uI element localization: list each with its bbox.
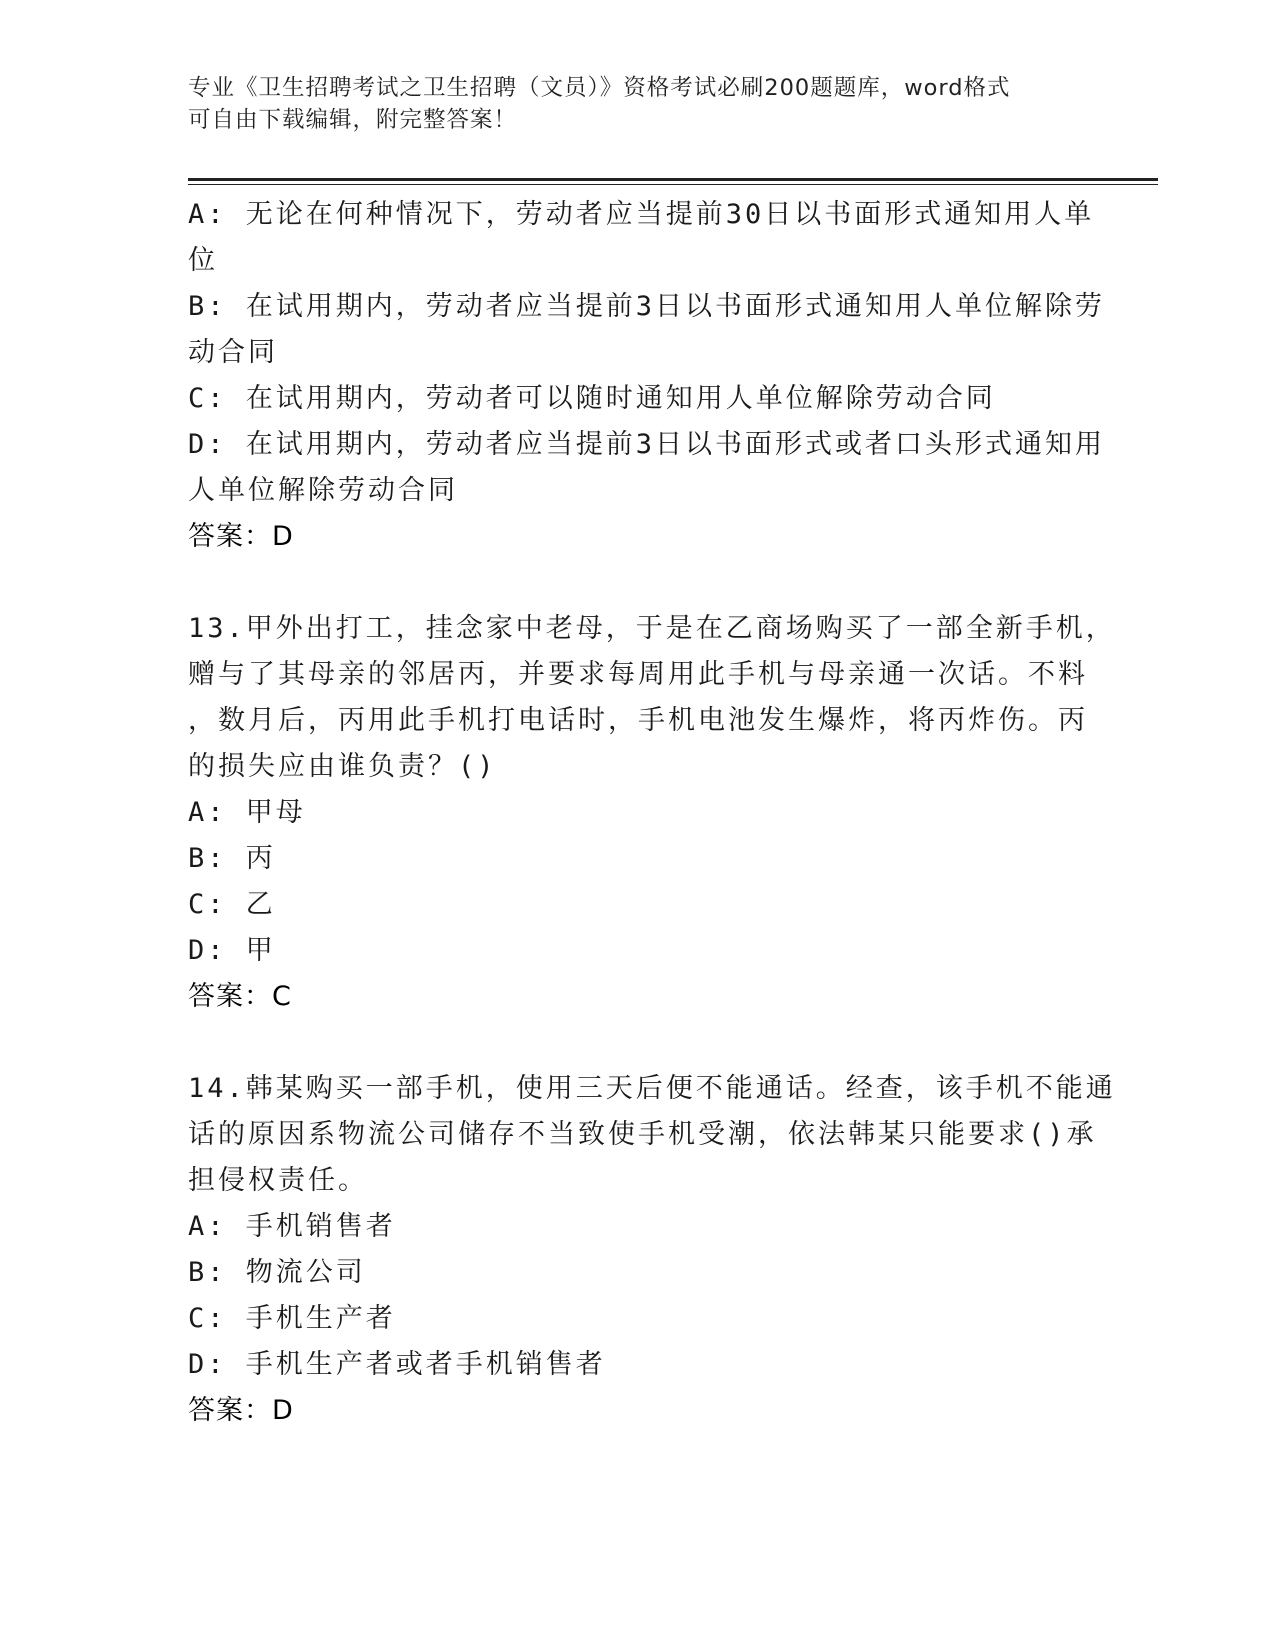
header-rule-thin <box>188 184 1158 185</box>
question-14-line-1: 14.韩某购买一部手机，使用三天后便不能通话。经查，该手机不能通 <box>188 1073 1116 1104</box>
question-13-line-4: 的损失应由谁负责？() <box>188 751 497 782</box>
option-b: B: 丙 <box>188 843 276 874</box>
answer-14: 答案：D <box>188 1395 294 1426</box>
option-b-line-2: 动合同 <box>188 337 278 368</box>
header-rule-thick <box>188 178 1158 181</box>
question-14-line-2: 话的原因系物流公司储存不当致使手机受潮，依法韩某只能要求()承 <box>188 1119 1097 1150</box>
option-d-line-1: D: 在试用期内，劳动者应当提前3日以书面形式或者口头形式通知用 <box>188 429 1106 460</box>
question-13 <box>188 606 1116 1020</box>
option-c: C: 乙 <box>188 889 276 920</box>
option-d: D: 手机生产者或者手机销售者 <box>188 1349 606 1380</box>
question-12-options <box>188 192 1106 560</box>
option-d: D: 甲 <box>188 935 276 966</box>
option-a-line-1: A: 无论在何种情况下，劳动者应当提前30日以书面形式通知用人单 <box>188 199 1095 230</box>
header-line-2: 可自由下载编辑，附完整答案！ <box>188 107 518 133</box>
document-body <box>188 192 1116 1434</box>
option-c-line-1: C: 在试用期内，劳动者可以随时通知用人单位解除劳动合同 <box>188 383 996 414</box>
option-d-line-2: 人单位解除劳动合同 <box>188 475 458 506</box>
option-a-line-2: 位 <box>188 245 218 276</box>
question-13-line-2: 赠与了其母亲的邻居丙，并要求每周用此手机与母亲通一次话。不料 <box>188 659 1088 690</box>
answer-12: 答案：D <box>188 521 294 552</box>
answer-13: 答案：C <box>188 981 292 1012</box>
spacer <box>188 560 1078 606</box>
question-14 <box>188 1066 1116 1434</box>
question-13-line-3: ，数月后，丙用此手机打电话时，手机电池发生爆炸，将丙炸伤。丙 <box>188 705 1088 736</box>
option-b: B: 物流公司 <box>188 1257 366 1288</box>
option-a: A: 手机销售者 <box>188 1211 396 1242</box>
document-header <box>188 72 1068 136</box>
question-13-line-1: 13.甲外出打工，挂念家中老母，于是在乙商场购买了一部全新手机， <box>188 613 1116 644</box>
option-c: C: 手机生产者 <box>188 1303 396 1334</box>
spacer <box>188 1020 1078 1066</box>
option-a: A: 甲母 <box>188 797 306 828</box>
option-b-line-1: B: 在试用期内，劳动者应当提前3日以书面形式通知用人单位解除劳 <box>188 291 1106 322</box>
question-14-line-3: 担侵权责任。 <box>188 1165 368 1196</box>
header-line-1: 专业《卫生招聘考试之卫生招聘（文员）》资格考试必刷200题题库，word格式 <box>188 75 1011 101</box>
